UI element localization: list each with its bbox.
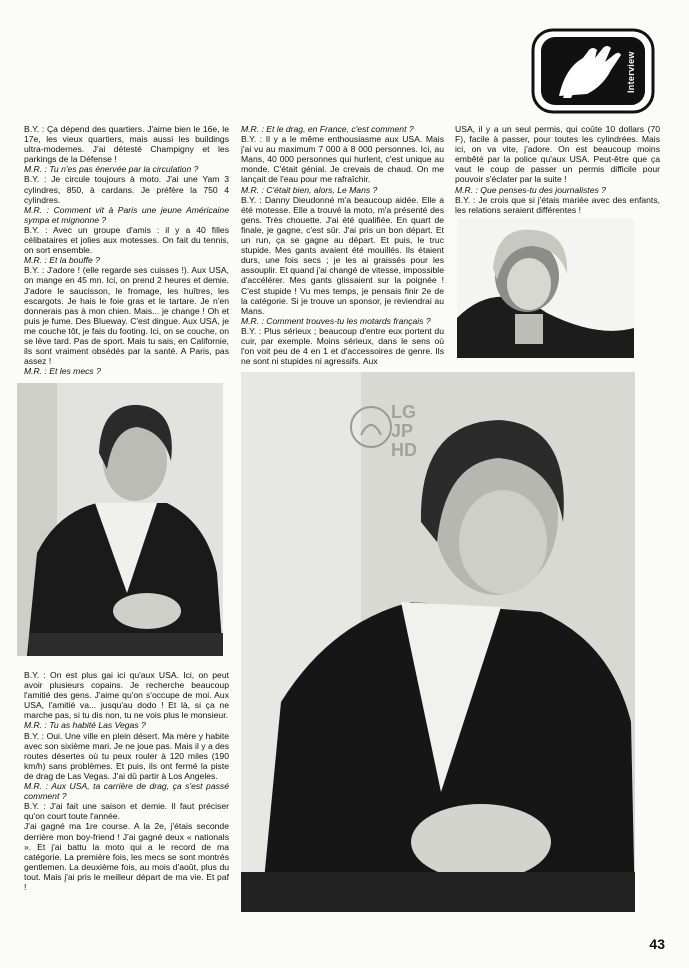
question: M.R. : Et le drag, en France, c'est comment ? — [241, 124, 414, 134]
question: M.R. : C'était bien, alors, Le Mans ? — [241, 184, 378, 195]
paragraph: B.Y. : Avec un groupe d'amis : il y a 40 filles célibataires et jolies aux motesses. On fait du tennis, on sort ensemble. — [24, 224, 229, 256]
paragraph: B.Y. : J'adore ! (elle regarde ses cuisses !). Aux USA, on mange en 45 mn. Ici, on prend 2 heures et demie. J'adore le saucisson, le fromage, les huîtres, les escargots. Je hais le foie gras et le tartare. Je n'en donnerais pas à mon chien. Mais... je change ! Oh et puis je fume. Des Blueway. C'est dingue. Aux USA, je me couche tôt, je fais du footing. Ici, on se couche, on se lève tard. Pas de sport. Mais tu sais, en Californie, ils sont vraiment obsédés par la santé. A Paris, pas assez ! — [24, 265, 229, 367]
column-1-bottom — [24, 670, 229, 892]
question: M.R. : Comment trouves-tu les motards français ? — [241, 315, 431, 326]
paragraph: B.Y. : Oui. Une ville en plein désert. Ma mère y habite avec son sixième mari. Je ne joue pas. Mais il y a des routes désertes où tu peux rouler à 120 miles (190 km/h) sans problèmes. Et puis, ils ont fermé la piste de drag de Las Vegas. J'ai dû partir à Los Angeles. — [24, 730, 229, 781]
question: M.R. : Tu n'es pas énervée par la circulation ? — [24, 164, 199, 175]
question: M.R. : Comment vit à Paris une jeune Américaine sympa et mignonne ? — [24, 204, 229, 225]
question: M.R. : Que penses-tu des journalistes ? — [455, 184, 606, 195]
column-3-top — [455, 124, 660, 215]
portrait-photo-large — [241, 372, 635, 912]
paragraph: B.Y. : J'ai fait une saison et demie. Il faut préciser qu'on court toute l'année. — [24, 801, 229, 822]
paragraph: B.Y. : Je circule toujours à moto. J'ai une Yam 3 cylindres, 850, à cardans. Je préfère la 750 4 cylindres. — [24, 174, 229, 205]
paragraph: USA, il y a un seul permis, qui coûte 10 dollars (70 F), facile à passer, pour toutes les cylindrées. Mais ici, on va vite, j'adore. On est beaucoup moins embêté par la police qu'aux USA. Peut-être que ça vaut le coup de passer un permis difficile pour pouvoir s'éclater par la suite ! — [455, 124, 660, 185]
question: M.R. : Et les mecs ? — [24, 366, 101, 377]
portrait-photo-left — [17, 383, 223, 656]
question: M.R. : Aux USA, ta carrière de drag, ça s'est passé comment ? — [24, 781, 229, 802]
column-1-top — [24, 124, 229, 376]
portrait-photo-small — [457, 218, 634, 358]
interview-badge: Interview — [626, 51, 636, 93]
paragraph: B.Y. : Danny Dieudonné m'a beaucoup aidée. Elle a été motesse. Elle a trouvé la moto, m'a présenté des gens. Très chouette. J'ai été qualifiée. En quart de finale, je gagne, c'est sûr. J'ai pris un bon départ. Et un run, ça se gagne au départ. Et puis, le truc stupide. Mes gants avaient été mouillés. Ils étaient durs, une fois secs ; je les ai graissés pour les assouplir. Et quand j'ai changé de vitesse, impossible d'accélérer. Mes gants glissaient sur la poignée ! C'est stupide ! Vu mes temps, je pensais finir 2e de la catégorie. Si je trouve un sponsor, je reviendrai au Mans. — [241, 194, 444, 316]
paragraph: B.Y. : Je crois que si j'étais mariée avec des enfants, les relations seraient différentes ! — [455, 194, 660, 215]
paragraph: B.Y. : Plus sérieux ; beaucoup d'entre eux portent du cuir, par exemple. Moins sérieux, dans le sens où l'on voit peu de 4 en 1 et d'accessoires de genre. Ils ne sont ni stupides ni agressifs. Aux — [241, 325, 444, 367]
paragraph: B.Y. : Il y a le même enthousiasme aux USA. Mais j'ai vu au maximum 7 000 à 8 000 personnes. Ici, au Mans, 40 000 personnes qui hurlent, c'est unique au monde. C'était génial. Je crevais de chaud. On me lançait de l'eau pour me rafraîchir. — [241, 134, 444, 185]
interview-logo — [531, 28, 655, 114]
watermark-logo — [345, 397, 443, 475]
question: M.R. : Tu as habité Las Vegas ? — [24, 720, 146, 731]
paragraph: J'ai gagné ma 1re course. A la 2e, j'étais seconde derrière mon boy-friend ! J'ai gagné deux « nationals ». Et j'ai battu la moto qui a le record de ma catégorie. La première fois, les mecs se sont montrés gentlemen. La deuxième fois, au mois d'août, plus du tout. Mais j'ai pris le meilleur départ de ma vie. Et paf ! — [24, 821, 229, 892]
question: M.R. : Et la bouffe ? — [24, 255, 100, 266]
page-number: 43 — [649, 936, 665, 952]
paragraph: B.Y. : Ça dépend des quartiers. J'aime bien le 16e, le 17e, les vieux quartiers, mais aussi les buildings ultra-modernes. J'ai détesté Champigny et les parkings de la Défense ! — [24, 124, 229, 165]
paragraph: B.Y. : On est plus gai ici qu'aux USA. Ici, on peut avoir plusieurs copains. Je recherche beaucoup l'amitié des gens. J'aime qu'on s'occupe de moi. Aux USA, l'amitié va... jusqu'au dodo ! Et là, si ça ne marche pas, si tu dis non, tu ne vois plus le monsieur. — [24, 670, 229, 721]
column-2-top — [241, 124, 444, 366]
watermark-text: LG JP HD — [391, 402, 417, 460]
